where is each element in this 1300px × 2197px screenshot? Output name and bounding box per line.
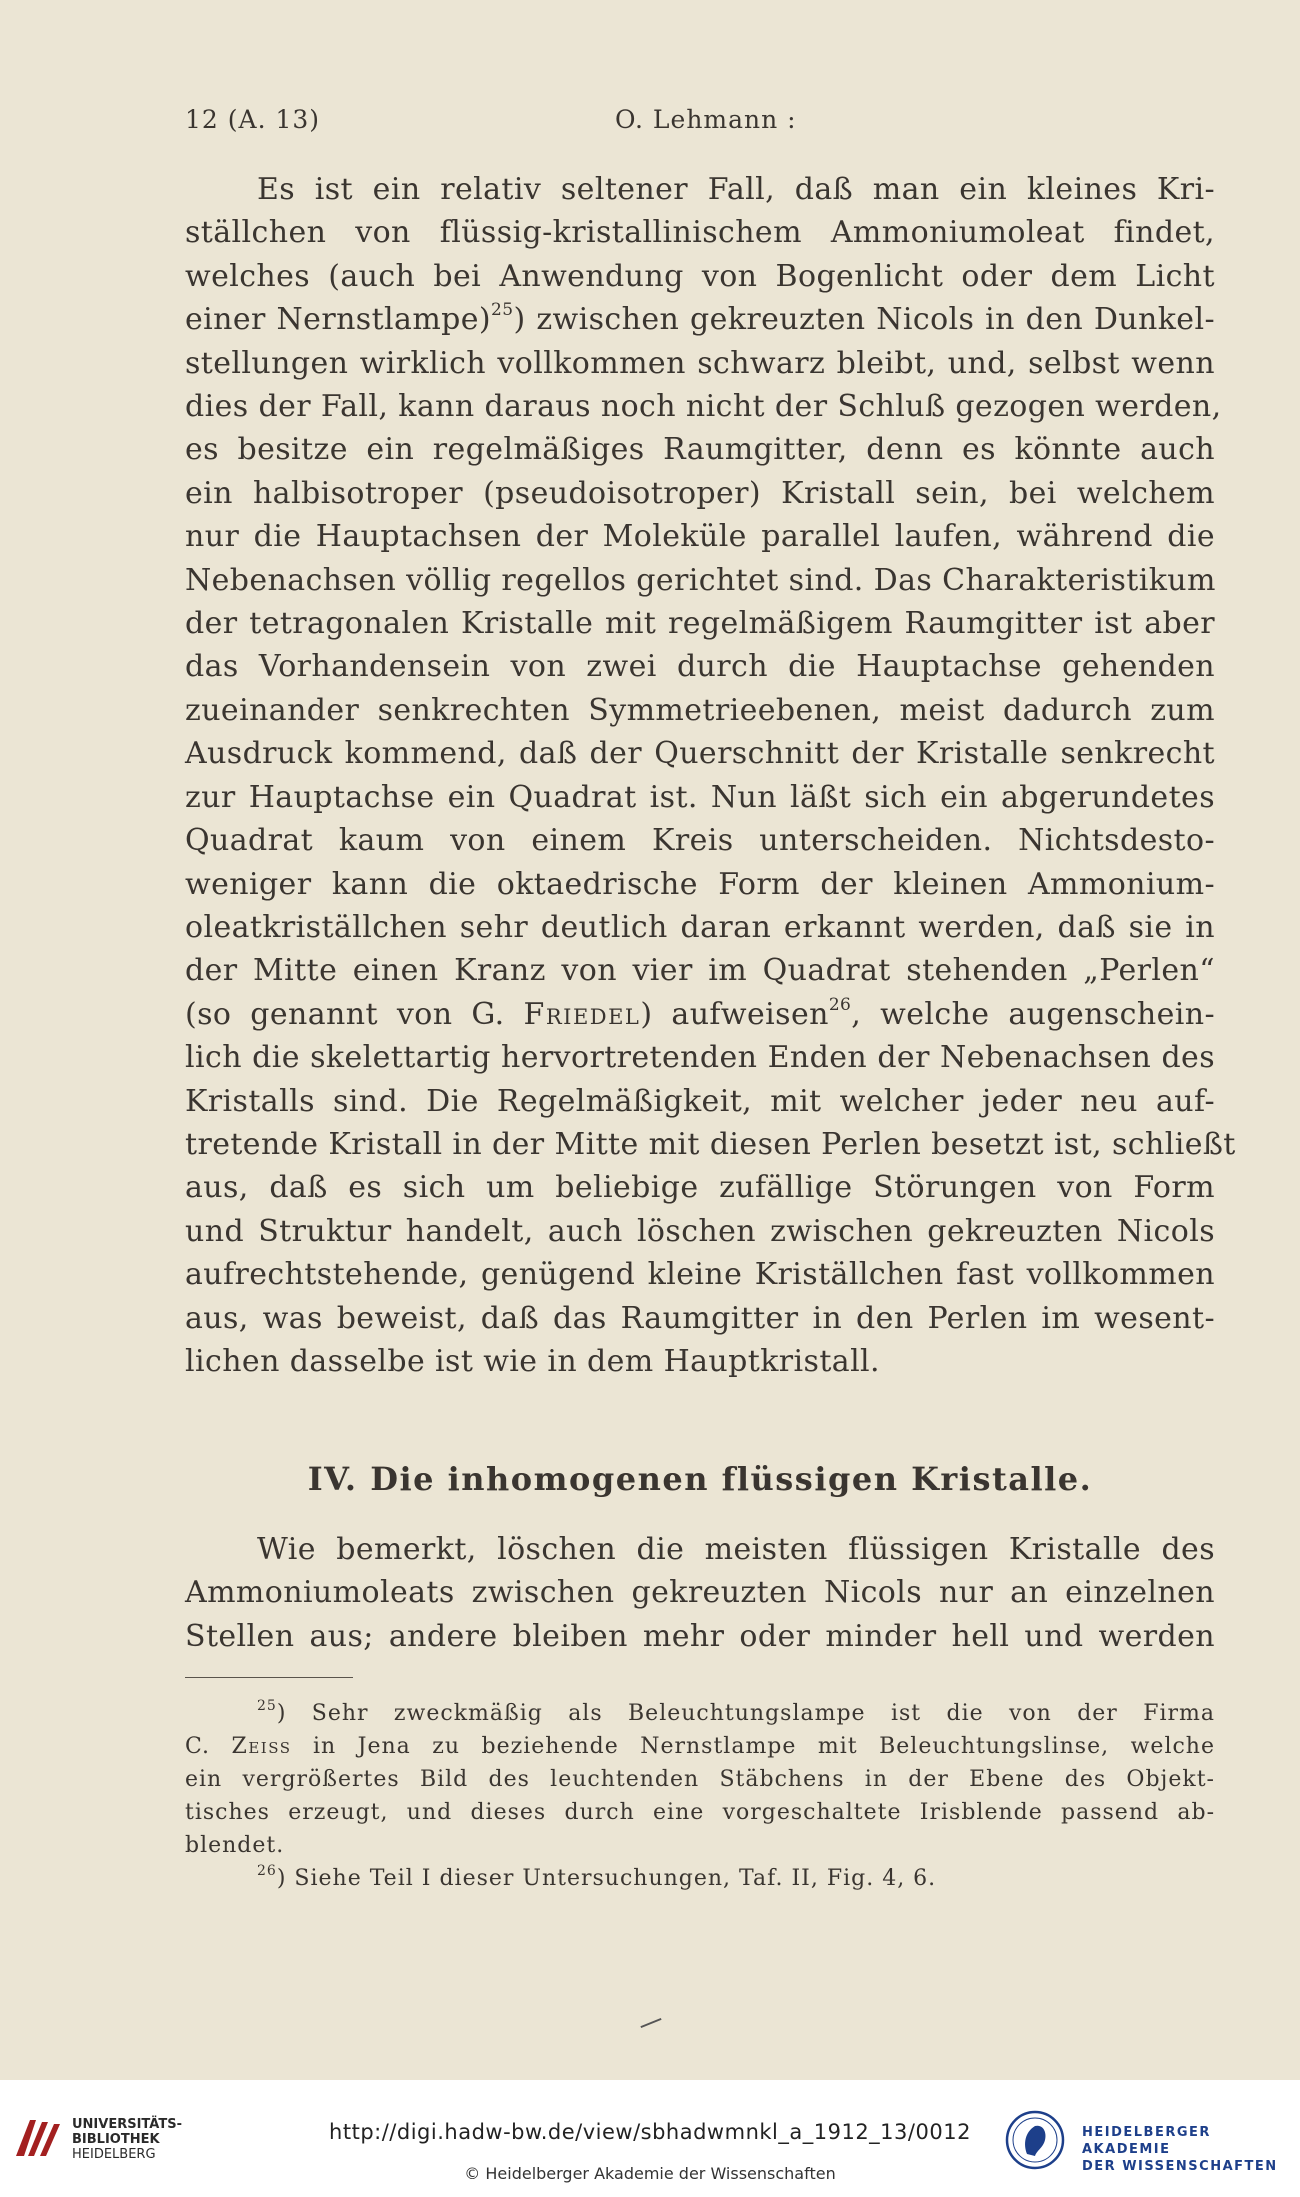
text-line: stellungen wirklich vollkommen schwarz bleibt, und, selbst wenn: [185, 345, 1215, 381]
university-library-name: UNIVERSITÄTS- BIBLIOTHEK HEIDELBERG: [72, 2117, 182, 2162]
text-line: aufrechtstehende, genügend kleine Kriställchen fast vollkommen: [185, 1257, 1215, 1293]
footnote-26: $^{26}$) Siehe Teil I dieser Untersuchungen, Taf. II, Fig. 4, 6.: [257, 1863, 937, 1891]
academy-name: HEIDELBERGER AKADEMIE DER WISSENSCHAFTEN: [1082, 2125, 1278, 2174]
text-line: aus, daß es sich um beliebige zufällige Störungen von Form: [185, 1170, 1215, 1206]
text-line: Wie bemerkt, löschen die meisten flüssigen Kristalle des: [257, 1532, 1215, 1567]
text-line: der Mitte einen Kranz von vier im Quadrat stehenden „Perlen“: [185, 953, 1215, 989]
running-header: [185, 105, 1215, 145]
text-line: zueinander senkrechten Symmetrieebenen, meist dadurch zum: [185, 692, 1215, 728]
text-line: Ausdruck kommend, daß der Querschnitt der Kristalle senkrecht: [185, 736, 1215, 772]
text-line: das Vorhandensein von zwei durch die Hauptachse gehenden: [185, 649, 1215, 685]
printer-mark: [640, 2018, 661, 2028]
text-line: lich die skelettartig hervortretenden Enden der Nebenachsen des: [185, 1040, 1215, 1076]
page-url-link[interactable]: http://digi.hadw-bw.de/view/sbhadwmnkl_a_1912_13/0012: [329, 2120, 971, 2144]
text-line: oleatkriställchen sehr deutlich daran erkannt werden, daß sie in: [185, 909, 1215, 945]
footnote-25: $^{25}$) Sehr zweckmäßig als Beleuchtungslampe ist die von der Firma: [257, 1698, 1215, 1726]
text-line: ein halbisotroper (pseudoisotroper) Kristall sein, bei welchem: [185, 475, 1215, 511]
section-heading: IV. Die inhomogenen flüssigen Kristalle.: [307, 1460, 1093, 1498]
text-line: Nebenachsen völlig regellos gerichtet sind. Das Charakteristikum: [185, 562, 1216, 598]
text-line: dies der Fall, kann daraus noch nicht der Schluß gezogen werden,: [185, 389, 1222, 425]
text-line: der tetragonalen Kristalle mit regelmäßigem Raumgitter ist aber: [185, 606, 1215, 642]
text-line: nur die Hauptachsen der Moleküle parallel laufen, während die: [185, 519, 1215, 555]
text-line: welches (auch bei Anwendung von Bogenlicht oder dem Licht: [185, 258, 1215, 294]
text-line: weniger kann die oktaedrische Form der kleinen Ammonium-: [185, 866, 1215, 902]
author-name: O. Lehmann :: [615, 105, 797, 134]
text-line: ställchen von flüssig-kristallinischem Ammoniumoleat findet,: [185, 215, 1215, 251]
academy-seal-icon: [1005, 2110, 1065, 2170]
text-line: zur Hauptachse ein Quadrat ist. Nun läßt sich ein abgerundetes: [185, 779, 1215, 815]
footnote-line: tisches erzeugt, und dieses durch eine vorgeschaltete Irisblende passend ab-: [185, 1800, 1215, 1825]
text-line: (so genannt von G. Friedel) aufweisen$^{26}$, welche augenschein-: [185, 994, 1215, 1032]
page-reference: 12 (A. 13): [185, 105, 321, 134]
text-line: Stellen aus; andere bleiben mehr oder minder hell und werden: [185, 1618, 1215, 1654]
footnote-line: C. Zeiss in Jena zu beziehende Nernstlampe mit Beleuchtungslinse, welche: [185, 1734, 1215, 1759]
footnote-line: blendet.: [185, 1833, 285, 1858]
text-line: es besitze ein regelmäßiges Raumgitter, denn es könnte auch: [185, 432, 1215, 468]
person-name: Friedel: [523, 996, 641, 1032]
text-line: aus, was beweist, daß das Raumgitter in den Perlen im wesent-: [185, 1300, 1215, 1336]
text-line: und Struktur handelt, auch löschen zwischen gekreuzten Nicols: [185, 1213, 1215, 1249]
footnote-ref-25[interactable]: 25: [491, 300, 514, 321]
text-line: Ammoniumoleats zwischen gekreuzten Nicols nur an einzelnen: [185, 1575, 1215, 1611]
section-paragraph: [185, 1528, 1215, 1658]
footnote-divider: [185, 1677, 353, 1678]
viewer-footer: [0, 2080, 1300, 2197]
text-line: lichen dasselbe ist wie in dem Hauptkristall.: [185, 1343, 880, 1379]
text-line: einer Nernstlampe)$^{25}$) zwischen gekreuzten Nicols in den Dunkel-: [185, 300, 1215, 338]
copyright-notice: © Heidelberger Akademie der Wissenschaften: [464, 2164, 836, 2183]
company-name: Zeiss: [231, 1734, 292, 1759]
footnotes: [185, 1697, 1215, 1895]
text-line: tretende Kristall in der Mitte mit diesen Perlen besetzt ist, schließt: [185, 1126, 1236, 1162]
main-paragraph: [185, 168, 1236, 1383]
text-line: Quadrat kaum von einem Kreis unterscheiden. Nichtsdesto-: [185, 823, 1215, 859]
text-line: Es ist ein relativ seltener Fall, daß man ein kleines Kri-: [257, 172, 1215, 207]
footnote-ref-26[interactable]: 26: [828, 994, 852, 1015]
text-line: Kristalls sind. Die Regelmäßigkeit, mit welcher jeder neu auf-: [185, 1083, 1215, 1119]
footnote-line: ein vergrößertes Bild des leuchtenden Stäbchens in der Ebene des Objekt-: [185, 1767, 1215, 1792]
